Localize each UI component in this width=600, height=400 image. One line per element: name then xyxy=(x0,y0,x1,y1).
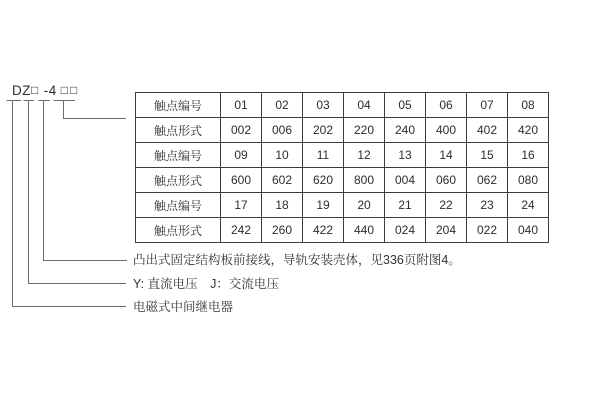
table-cell: 24 xyxy=(508,193,549,218)
table-cell: 12 xyxy=(344,143,385,168)
table-cell: 20 xyxy=(344,193,385,218)
table-cell: 024 xyxy=(385,218,426,243)
table-row xyxy=(136,193,549,218)
table-cell: 06 xyxy=(426,93,467,118)
table-cell: 240 xyxy=(385,118,426,143)
table-cell: 23 xyxy=(467,193,508,218)
table-cell: 16 xyxy=(508,143,549,168)
table-cell: 620 xyxy=(303,168,344,193)
table-cell: 03 xyxy=(303,93,344,118)
table-cell: 21 xyxy=(385,193,426,218)
table-cell: 13 xyxy=(385,143,426,168)
model-code xyxy=(12,83,79,98)
table-cell: 420 xyxy=(508,118,549,143)
table-row xyxy=(136,168,549,193)
table-cell: 242 xyxy=(221,218,262,243)
table-row xyxy=(136,143,549,168)
table-cell: 022 xyxy=(467,218,508,243)
table-cell: 18 xyxy=(262,193,303,218)
table-cell: 602 xyxy=(262,168,303,193)
table-cell: 220 xyxy=(344,118,385,143)
leader-to-device xyxy=(13,101,127,307)
table-row xyxy=(136,118,549,143)
table-cell: 402 xyxy=(467,118,508,143)
contact-table xyxy=(135,92,549,243)
table-cell: 400 xyxy=(426,118,467,143)
row-label: 触点形式 xyxy=(136,218,221,243)
table-cell: 01 xyxy=(221,93,262,118)
table-cell: 14 xyxy=(426,143,467,168)
callout-mounting: 凸出式固定结构板前接线，导轨安装壳体，见336页附图4。 xyxy=(133,253,461,267)
table-cell: 07 xyxy=(467,93,508,118)
table-cell: 08 xyxy=(508,93,549,118)
table-cell: 440 xyxy=(344,218,385,243)
row-label: 触点形式 xyxy=(136,168,221,193)
leader-to-mounting xyxy=(44,101,128,261)
table-cell: 040 xyxy=(508,218,549,243)
table-cell: 080 xyxy=(508,168,549,193)
table-cell: 600 xyxy=(221,168,262,193)
table-cell: 422 xyxy=(303,218,344,243)
model-placeholder-box-icon: □ xyxy=(31,82,39,97)
table-cell: 060 xyxy=(426,168,467,193)
table-cell: 062 xyxy=(467,168,508,193)
table-cell: 800 xyxy=(344,168,385,193)
table-cell: 15 xyxy=(467,143,508,168)
row-label: 触点形式 xyxy=(136,118,221,143)
callout-device: 电磁式中间继电器 xyxy=(133,300,234,314)
row-label: 触点编号 xyxy=(136,143,221,168)
table-cell: 10 xyxy=(262,143,303,168)
table-cell: 09 xyxy=(221,143,262,168)
table-cell: 202 xyxy=(303,118,344,143)
callout-voltage: Y: 直流电压 J：交流电压 xyxy=(133,277,279,291)
table-cell: 204 xyxy=(426,218,467,243)
table-cell: 11 xyxy=(303,143,344,168)
table-row xyxy=(136,93,549,118)
leader-to-table xyxy=(64,101,127,119)
table-cell: 05 xyxy=(385,93,426,118)
model-prefix: DZ xyxy=(12,83,31,98)
model-series: -4 xyxy=(43,83,57,98)
table-cell: 004 xyxy=(385,168,426,193)
row-label: 触点编号 xyxy=(136,193,221,218)
table-row xyxy=(136,218,549,243)
table-cell: 19 xyxy=(303,193,344,218)
table-cell: 260 xyxy=(262,218,303,243)
table-cell: 22 xyxy=(426,193,467,218)
table-cell: 006 xyxy=(262,118,303,143)
model-placeholder-boxes-icon: □□ xyxy=(60,82,80,97)
row-label: 触点编号 xyxy=(136,93,221,118)
table-cell: 02 xyxy=(262,93,303,118)
table-cell: 002 xyxy=(221,118,262,143)
table-cell: 17 xyxy=(221,193,262,218)
table-cell: 04 xyxy=(344,93,385,118)
